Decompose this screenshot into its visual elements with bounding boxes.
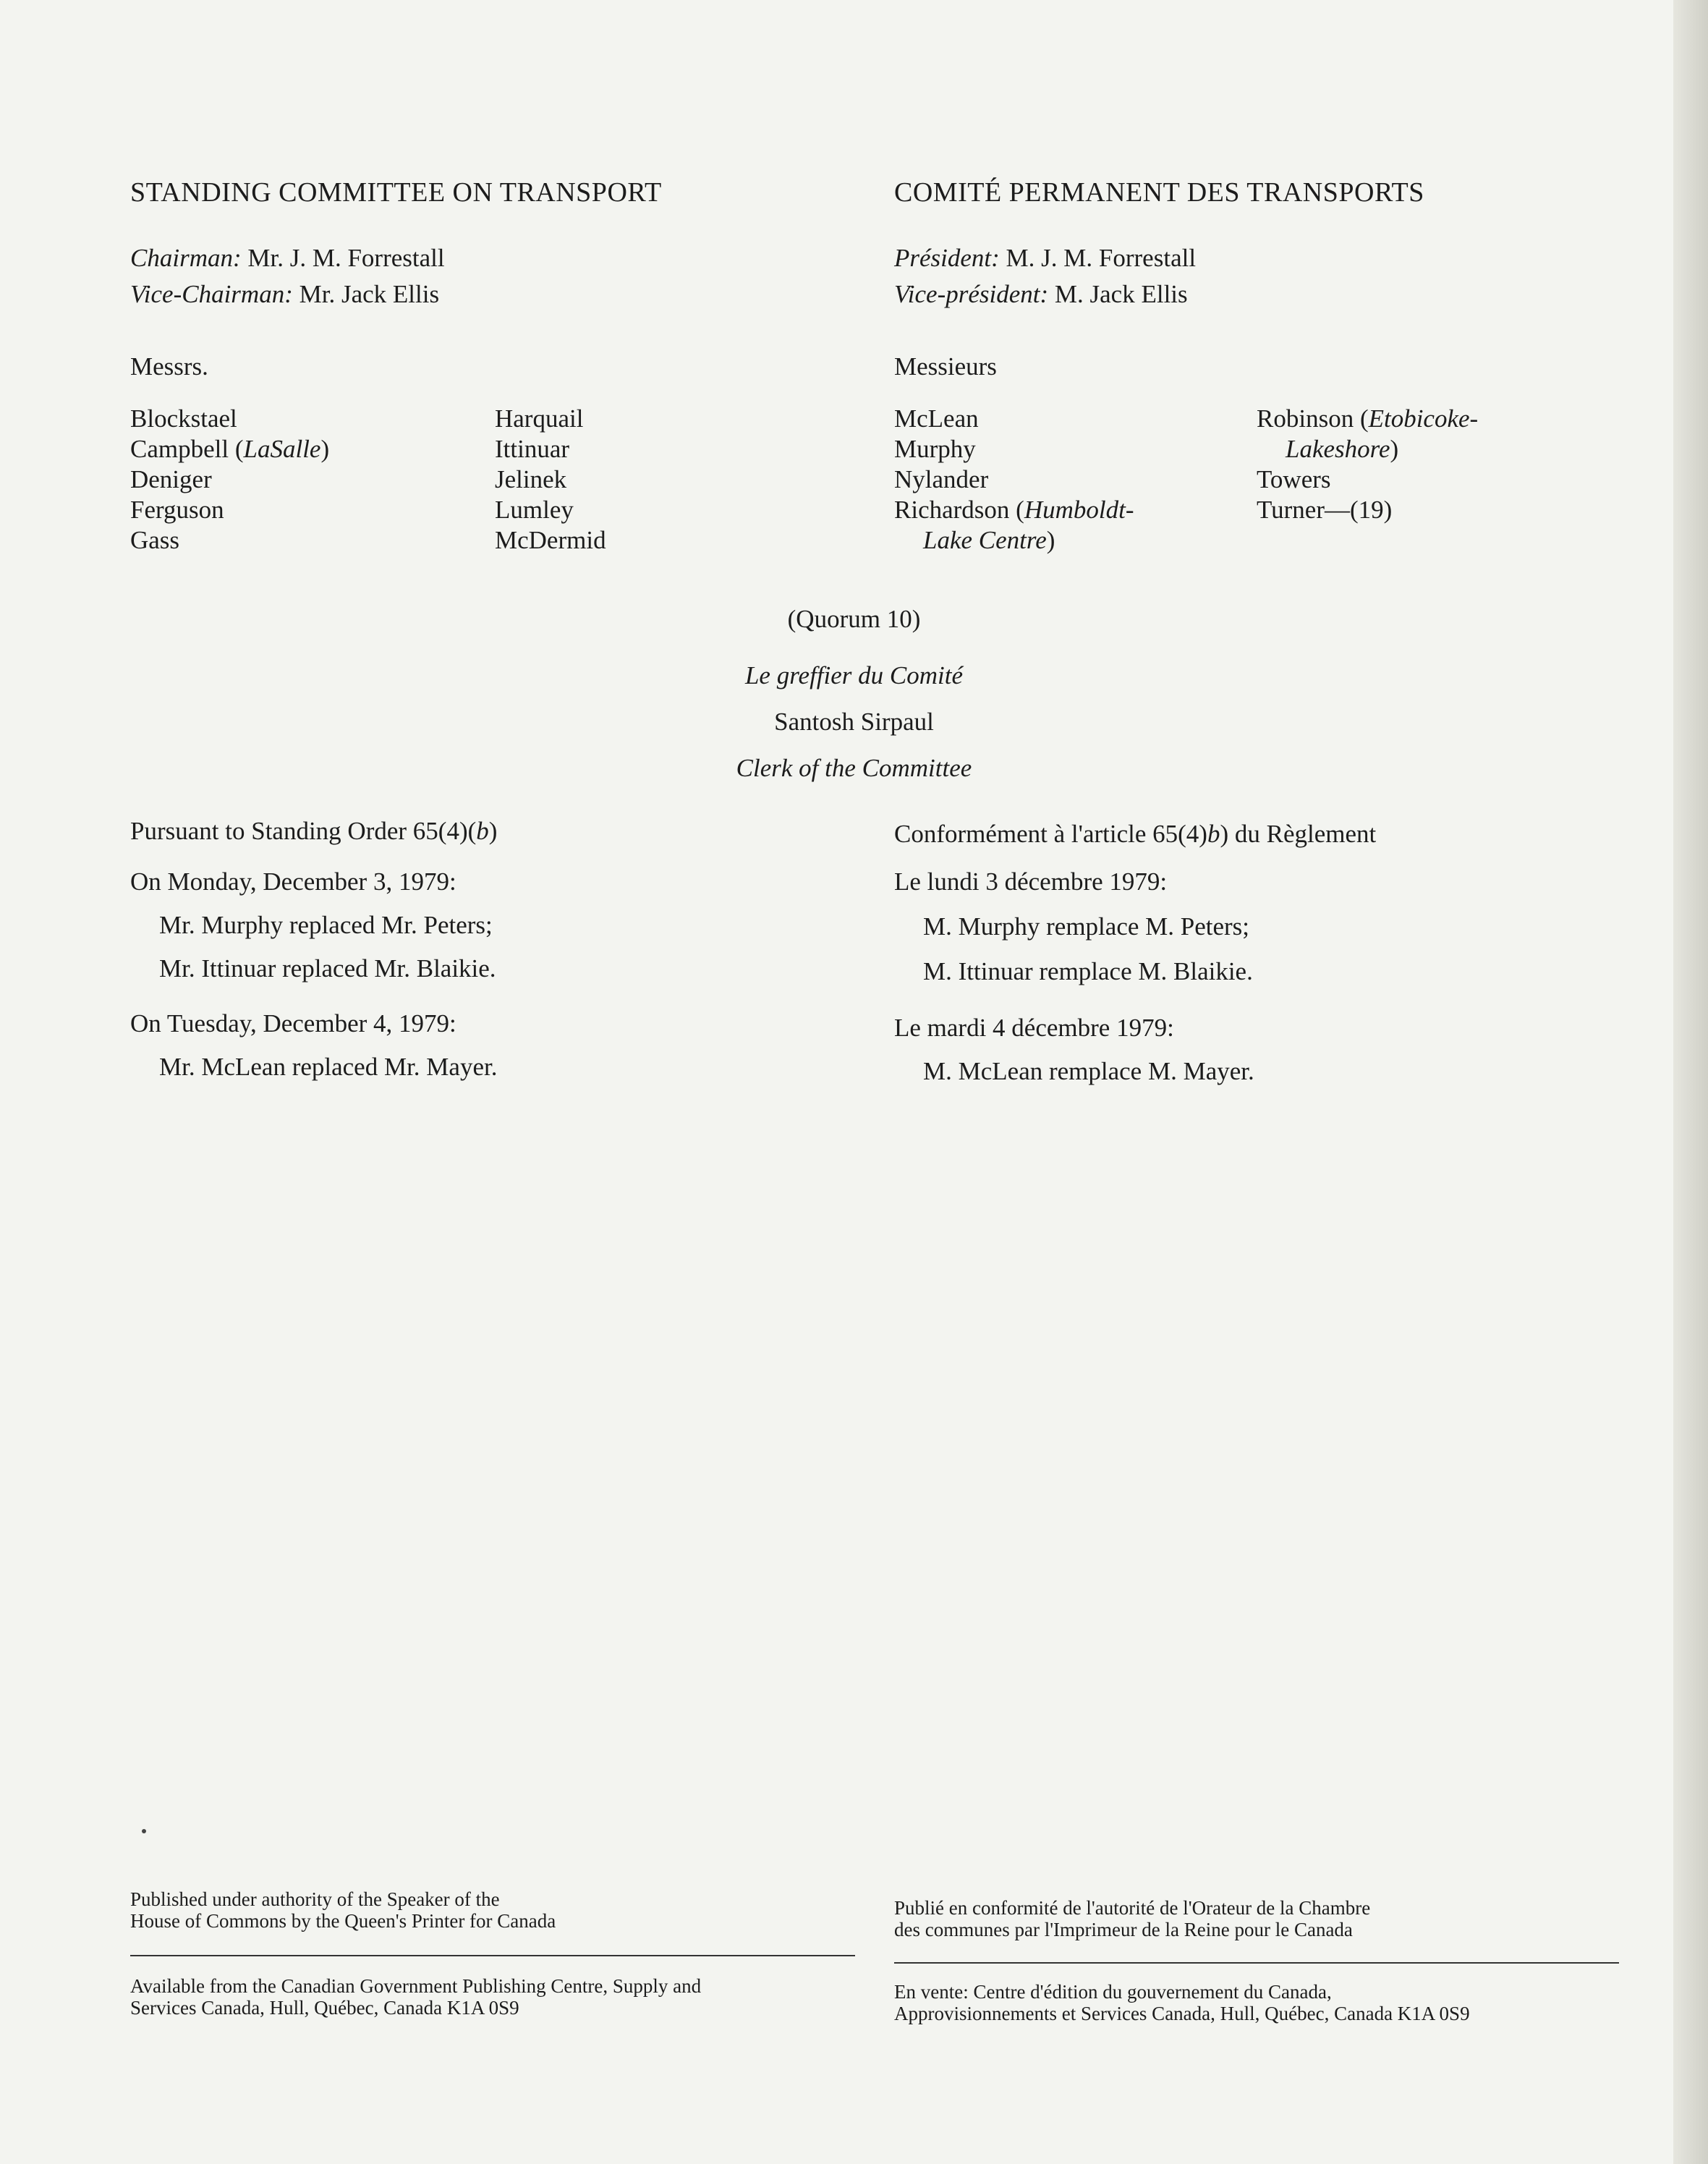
member-item: Richardson (Humboldt- [894,496,1134,524]
member-item-continued: Lake Centre) [923,526,1055,554]
members-col-3 [894,404,1134,556]
vice-chairman-line-en [130,279,861,310]
chairman-line-fr [894,243,1625,273]
vice-label-en: Vice-Chairman: [130,280,293,308]
vice-name-en: Mr. Jack Ellis [299,280,440,308]
members-label-fr: Messieurs [894,352,997,381]
member-item: Ferguson [130,496,224,524]
member-riding: Humboldt- [1024,496,1134,524]
member-item: McDermid [495,526,606,554]
clerk-title-en: Clerk of the Committee [736,754,972,782]
member-riding: LaSalle [243,435,321,463]
members-col-4 [1257,404,1478,525]
committee-title-fr: COMITÉ PERMANENT DES TRANSPORTS [894,177,1424,208]
quorum: (Quorum 10) [787,605,921,633]
member-item: Gass [130,526,180,554]
date-heading-fr: Le lundi 3 décembre 1979: [894,867,1168,896]
member-item: Deniger [130,465,212,493]
chairman-name-fr: M. J. M. Forrestall [1006,244,1197,272]
date-heading-en: On Monday, December 3, 1979: [130,867,456,896]
member-item: Turner—(19) [1257,496,1393,524]
date-heading-fr: Le mardi 4 décembre 1979: [894,1014,1174,1042]
standing-order-fr: Conformément à l'article 65(4)b) du Règlement [894,820,1377,848]
member-item: Blockstael [130,404,237,433]
member-item: Harquail [495,404,584,433]
replacement-item-fr: M. Ittinuar remplace M. Blaikie. [923,957,1253,985]
member-riding: Etobicoke- [1368,404,1479,433]
member-item: Murphy [894,435,976,463]
chairman-label-en: Chairman: [130,244,242,272]
footer-rule-left [130,1955,855,1956]
replacement-item-fr: M. McLean remplace M. Mayer. [923,1057,1254,1085]
members-col-1 [130,404,329,556]
member-item: Towers [1257,465,1331,493]
member-item: Lumley [495,496,574,524]
standing-order-en: Pursuant to Standing Order 65(4)(b) [130,817,498,845]
chairman-line-en [130,243,861,273]
clerk-title-fr: Le greffier du Comité [744,661,964,689]
member-item: Ittinuar [495,435,570,463]
replacement-item-en: Mr. Murphy replaced Mr. Peters; [159,911,493,939]
available-en: Available from the Canadian Government Publishing Centre, Supply and Services Canada, Hull, Québec, Canada K1A 0S9 [130,1975,702,2019]
clerk-name: Santosh Sirpaul [774,708,934,736]
member-item: Jelinek [495,465,567,493]
members-col-2 [495,404,606,556]
footer-rule-right [894,1962,1619,1964]
replacement-item-fr: M. Murphy remplace M. Peters; [923,912,1250,941]
available-fr: En vente: Centre d'édition du gouvernement du Canada, Approvisionnements et Services Canada, Hull, Québec, Canada K1A 0S9 [894,1981,1470,2024]
vice-label-fr: Vice-président: [894,280,1049,308]
member-item: Nylander [894,465,989,493]
member-item: Campbell (LaSalle) [130,435,330,463]
members-label-en: Messrs. [130,352,208,381]
published-en: Published under authority of the Speaker of the House of Commons by the Queen's Printer for Canada [130,1888,556,1932]
member-item: McLean [894,404,979,433]
chairman-label-fr: Président: [894,244,1000,272]
committee-title-en: STANDING COMMITTEE ON TRANSPORT [130,177,662,208]
chairman-name-en: Mr. J. M. Forrestall [247,244,445,272]
member-item-continued: Lakeshore) [1286,435,1399,463]
replacement-item-en: Mr. McLean replaced Mr. Mayer. [159,1053,498,1081]
published-fr: Publié en conformité de l'autorité de l'Orateur de la Chambre des communes par l'Imprimeur de la Reine pour le Canada [894,1897,1371,1940]
ink-dot [142,1829,146,1833]
vice-chairman-line-fr [894,279,1625,310]
member-item: Robinson (Etobicoke- [1257,404,1479,433]
replacement-item-en: Mr. Ittinuar replaced Mr. Blaikie. [159,954,496,983]
page-gutter-shadow [1673,0,1708,2164]
date-heading-en: On Tuesday, December 4, 1979: [130,1009,456,1038]
vice-name-fr: M. Jack Ellis [1054,280,1188,308]
